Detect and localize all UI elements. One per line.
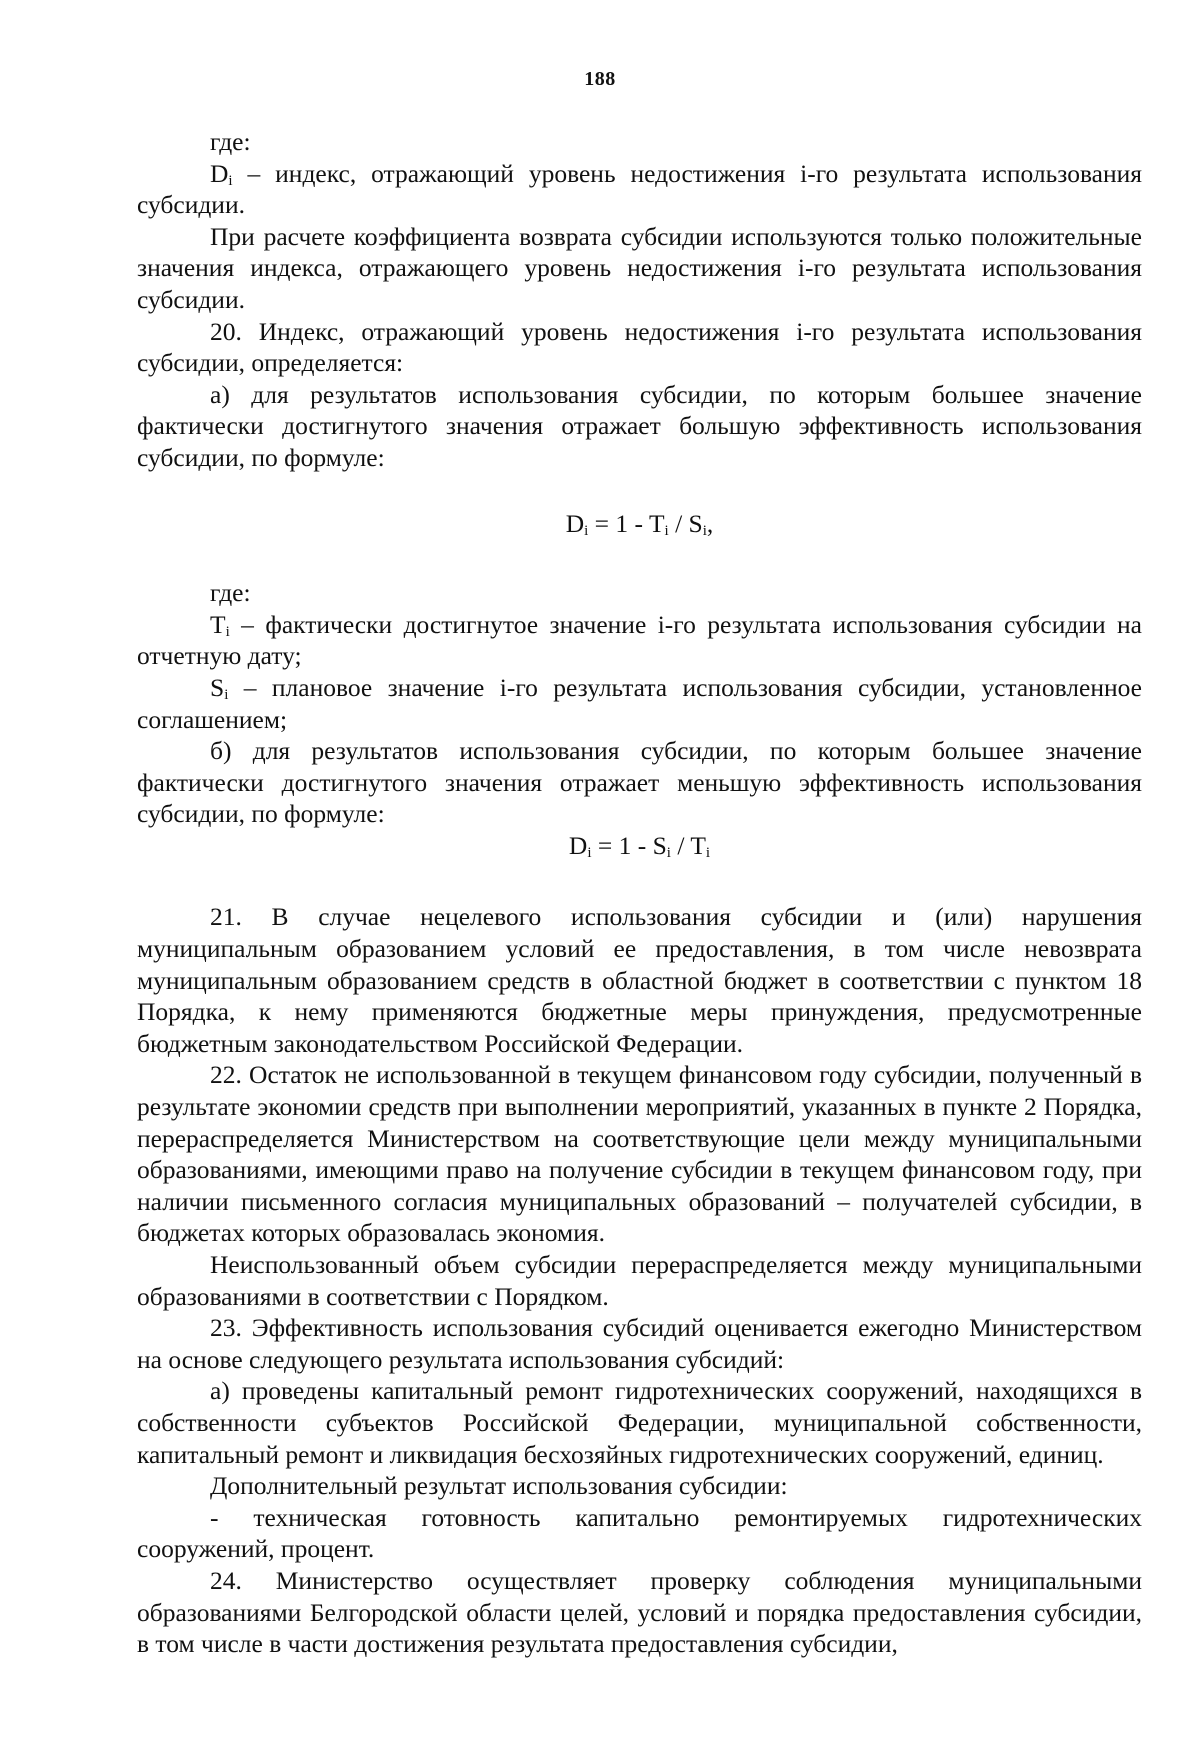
formula-1: $D_i = 1 - T_i / S_i$, bbox=[565, 508, 714, 539]
text-block-top bbox=[137, 126, 1142, 1660]
paragraph-item-23a: а) проведены капитальный ремонт гидротехнических сооружений, находящихся в собственности субъектов Российской Федерации, муниципальной собственности, капитальный ремонт и ликвидация бесхозяйных гидротехнических сооружений, единиц. bbox=[137, 1376, 1142, 1469]
paragraph-item-23: 23. Эффективность использования субсидий оценивается ежегодно Министерством на основе следующего результата использования субсидий: bbox=[137, 1313, 1142, 1374]
paragraph-additional-result: Дополнительный результат использования субсидии: bbox=[210, 1471, 788, 1501]
paragraph-positive-values: При расчете коэффициента возврата субсидии используются только положительные значения индекса, отражающего уровень недостижения i-го результата использования субсидии. bbox=[137, 221, 1142, 314]
paragraph-ti-definition: $T_i$ – фактически достигнутое значение i-го результата использования субсидии на отчетную дату; bbox=[137, 609, 1142, 671]
paragraph-item-20: 20. Индекс, отражающий уровень недостижения i-го результата использования субсидии, определяется: bbox=[137, 316, 1142, 378]
paragraph-item-24: 24. Министерство осуществляет проверку соблюдения муниципальными образованиями Белгородской области целей, условий и порядка предоставления субсидии, в том числе в части достижения результата предоставления субсидии, bbox=[137, 1565, 1142, 1659]
paragraph-item-21: 21. В случае нецелевого использования субсидии и (или) нарушения муниципальным образованием условий ее предоставления, в том числе невозврата муниципальным образованием средств в областной бюджет в соответствии с пунктом 18 Порядка, к нему применяются бюджетные меры принуждения, предусмотренные бюджетным законодательством Российской Федерации. bbox=[137, 902, 1142, 1058]
paragraph-di-definition bbox=[137, 158, 1142, 221]
paragraph-item-20b: б) для результатов использования субсидии, по которым большее значение фактически достигнутого значения отражает меньшую эффективность использования субсидии, по формуле: bbox=[137, 736, 1142, 829]
paragraph-item-20a: а) для результатов использования субсидии, по которым большее значение фактически достигнутого значения отражает большую эффективность использования субсидии, по формуле: bbox=[137, 379, 1142, 472]
paragraph-where-2: где: bbox=[210, 578, 251, 608]
formula-2: $D_i = 1 - S_i / T_i$ bbox=[568, 830, 711, 861]
definition-text: – индекс, отражающий уровень недостижения i-го результата использования субсидии. bbox=[137, 158, 1142, 220]
paragraph-technical-readiness: - техническая готовность капитально ремонтируемых гидротехнических сооружений, процент. bbox=[137, 1502, 1142, 1564]
paragraph-si-definition: $S_i$ – плановое значение i-го результата использования субсидии, установленное соглашением; bbox=[137, 672, 1142, 734]
subscript-i: i bbox=[228, 172, 233, 189]
symbol-d: D bbox=[210, 158, 229, 188]
paragraph-redistribution: Неиспользованный объем субсидии перераспределяется между муниципальными образованиями в соответствии с Порядком. bbox=[137, 1250, 1142, 1311]
page-number: 188 bbox=[584, 68, 616, 90]
paragraph-item-22: 22. Остаток не использованной в текущем финансовом году субсидии, полученный в результате экономии средств при выполнении мероприятий, указанных в пункте 2 Порядка, перераспределяется Министерством на соответствующие цели между муниципальными образованиями, имеющими право на получение субсидии в текущем финансовом году, при наличии письменного согласия муниципальных образований – получателей субсидии, в бюджетах которых образовалась экономия. bbox=[137, 1060, 1142, 1248]
paragraph-where-1: где: bbox=[210, 127, 251, 156]
